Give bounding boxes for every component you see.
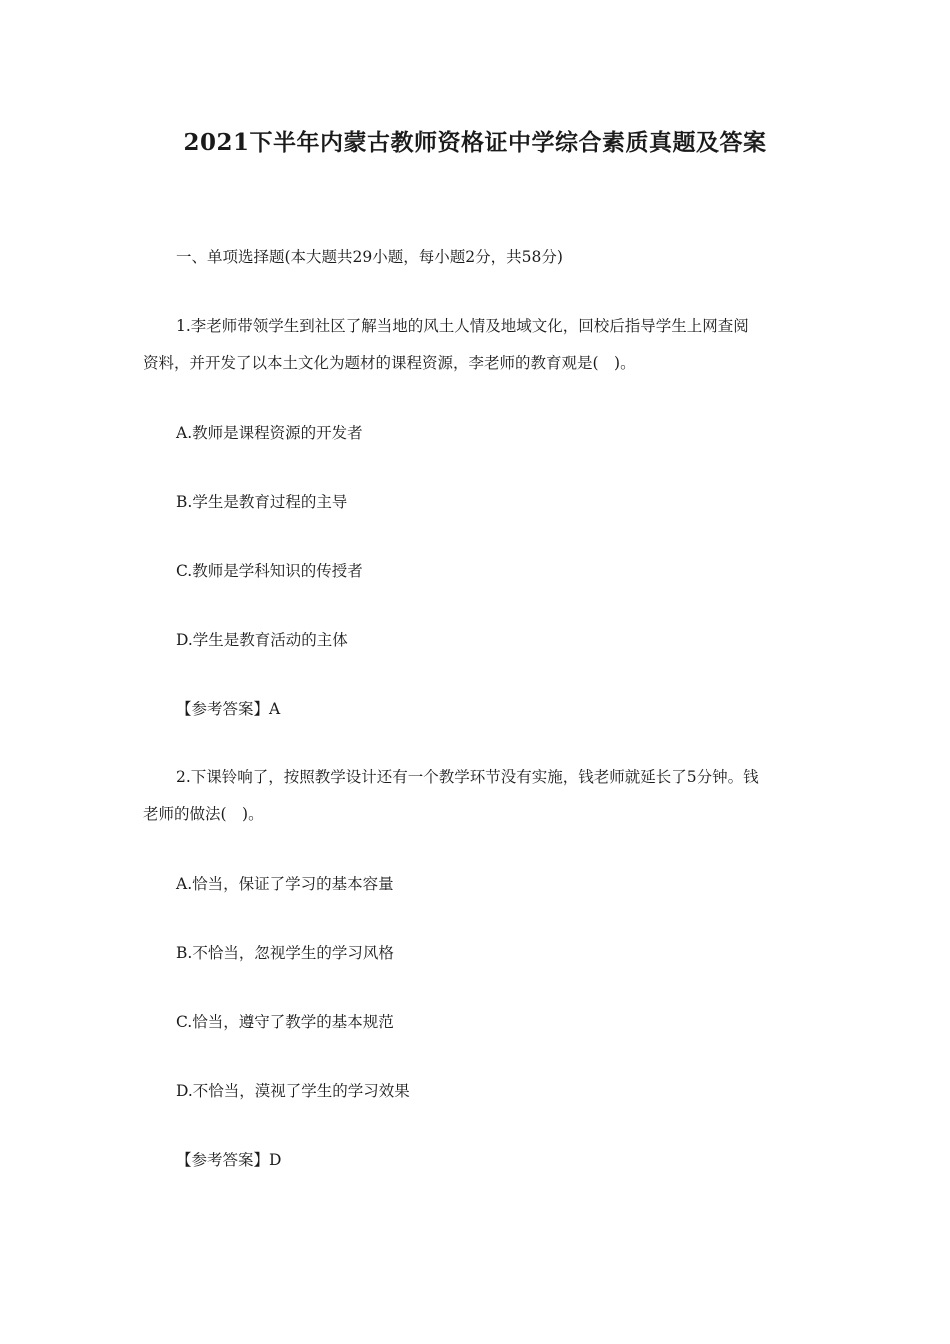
- question-2-stem-line-1: 2.下课铃响了，按照教学设计还有一个教学环节没有实施，钱老师就延长了5分钟。钱: [176, 768, 759, 786]
- question-1-option-c: C.教师是学科知识的传授者: [176, 562, 363, 580]
- question-2-answer: 【参考答案】D: [176, 1151, 282, 1169]
- question-1-stem-line-1: 1.李老师带领学生到社区了解当地的风土人情及地域文化，回校后指导学生上网查阅: [176, 317, 749, 335]
- question-2-option-c: C.恰当，遵守了教学的基本规范: [176, 1013, 394, 1031]
- question-1-option-b: B.学生是教育过程的主导: [176, 493, 348, 511]
- question-2-option-b: B.不恰当，忽视学生的学习风格: [176, 944, 394, 962]
- question-2-option-d: D.不恰当，漠视了学生的学习效果: [176, 1082, 410, 1100]
- document-title: 2021下半年内蒙古教师资格证中学综合素质真题及答案: [183, 129, 767, 156]
- question-2-stem-line-2: 老师的做法( )。: [143, 805, 264, 823]
- question-1-option-a: A.教师是课程资源的开发者: [176, 424, 363, 442]
- question-1-option-d: D.学生是教育活动的主体: [176, 631, 348, 649]
- question-2-option-a: A.恰当，保证了学习的基本容量: [176, 875, 394, 893]
- section-heading: 一、单项选择题(本大题共29小题，每小题2分，共58分): [176, 248, 563, 266]
- question-1-stem-line-2: 资料，并开发了以本土文化为题材的课程资源，李老师的教育观是( )。: [143, 354, 636, 372]
- question-1-answer: 【参考答案】A: [176, 700, 281, 718]
